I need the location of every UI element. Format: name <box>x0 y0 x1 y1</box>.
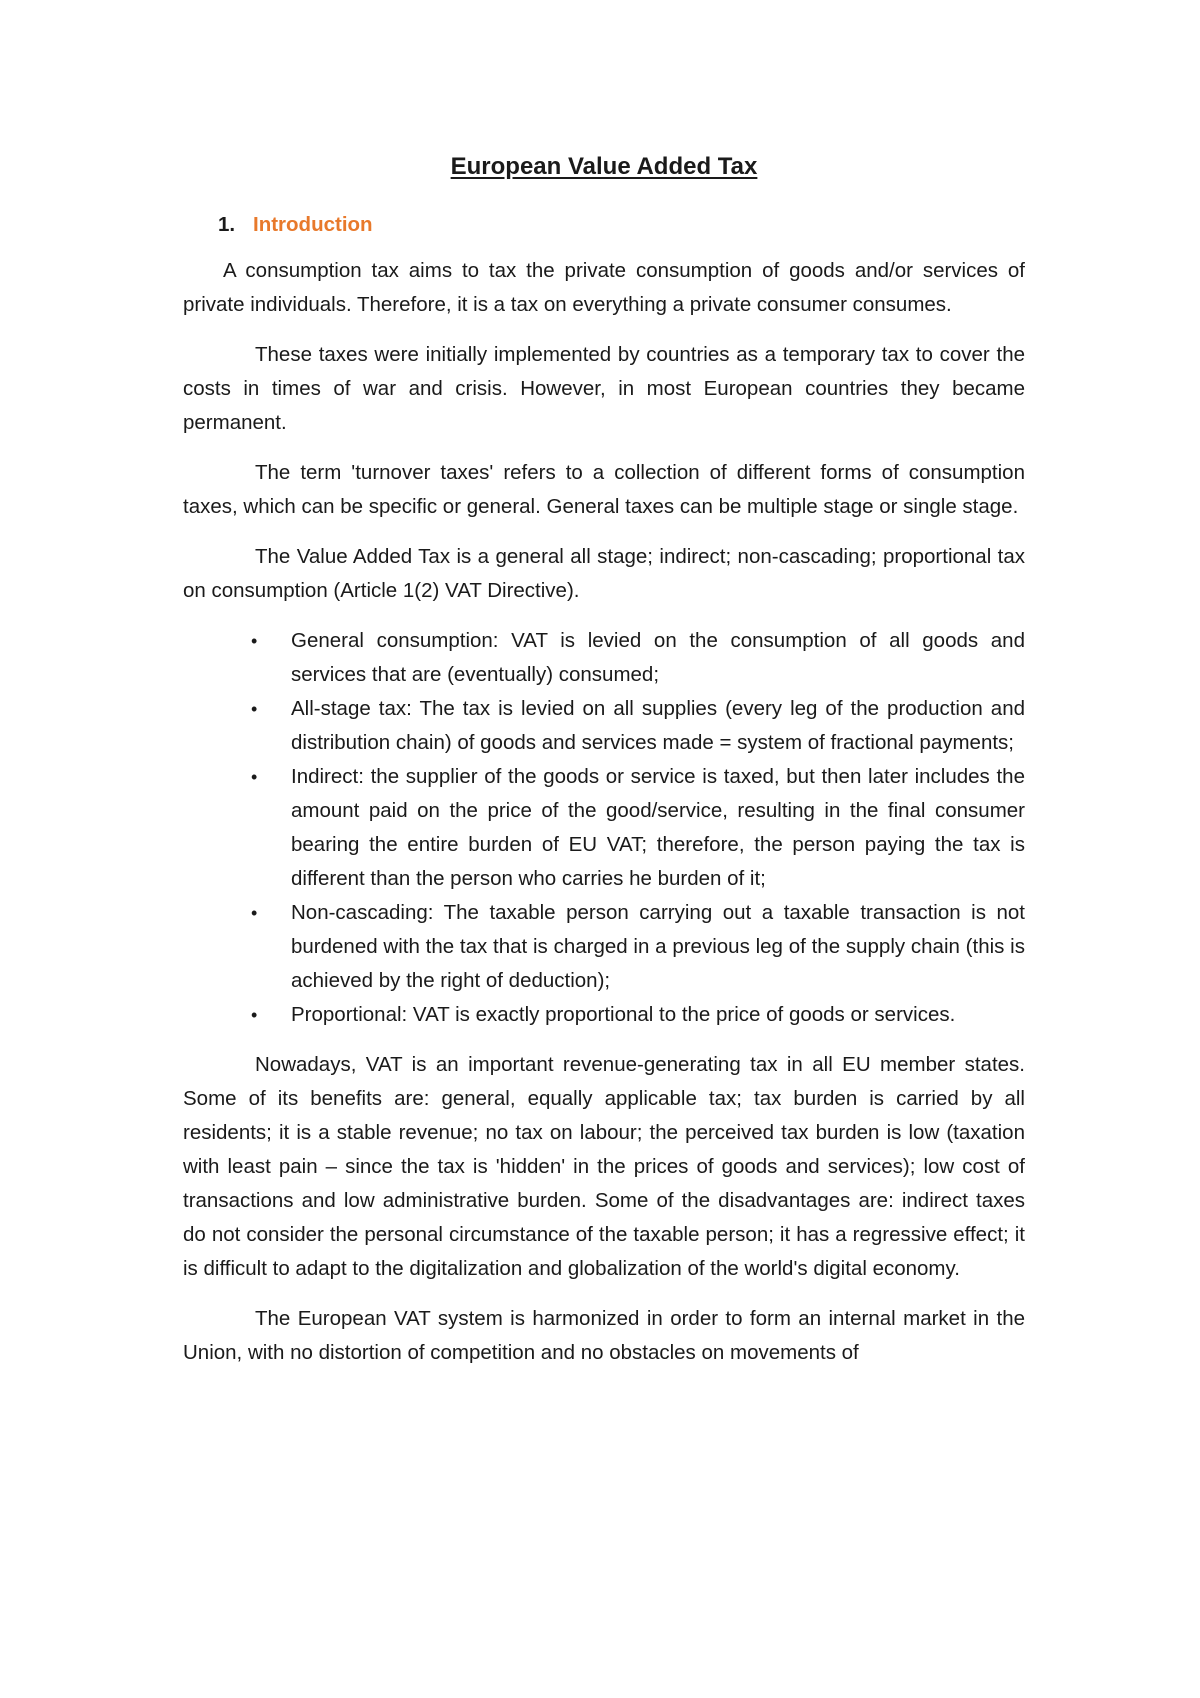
paragraph-turnover-taxes: The term 'turnover taxes' refers to a collection of different forms of consumption taxes, which can be specific or general. General taxes can be multiple stage or single stage. <box>183 461 1025 518</box>
bullet-dot: • <box>251 1005 258 1025</box>
bullet-text: All-stage tax: The tax is levied on all supplies (every leg of the production and distribution chain) of goods and services made = system of fractional payments; <box>291 697 1025 754</box>
bullet-dot: • <box>251 699 258 719</box>
bullet-text: Proportional: VAT is exactly proportional to the price of goods or services. <box>291 1003 956 1026</box>
paragraph-consumption-tax: A consumption tax aims to tax the private consumption of goods and/or services of private individuals. Therefore, it is a tax on everything a private consumer consumes. <box>183 259 1025 316</box>
list-item <box>251 760 1025 896</box>
paragraph-temporary-tax: These taxes were initially implemented by countries as a temporary tax to cover the costs in times of war and crisis. However, in most European countries they became permanent. <box>183 343 1025 434</box>
section-title: Introduction <box>253 213 373 236</box>
bullet-dot: • <box>251 767 258 787</box>
vat-characteristics-list <box>183 624 1025 1032</box>
list-item <box>251 624 1025 692</box>
section-number: 1. <box>218 213 236 236</box>
bullet-dot: • <box>251 903 258 923</box>
paragraph-benefits-disadvantages: Nowadays, VAT is an important revenue-generating tax in all EU member states. Some of its benefits are: general, equally applicable tax; tax burden is carried by all residents; it is a stable revenue; no tax on labour; the perceived tax burden is low (taxation with least pain – since the tax is 'hidden' in the prices of goods and services); low cost of transactions and low administrative burden. Some of the disadvantages are: indirect taxes do not consider the personal circumstance of the taxable person; it has a regressive effect; it is difficult to adapt to the digitalization and globalization of the world's digital economy. <box>183 1053 1025 1280</box>
bullet-text: General consumption: VAT is levied on the consumption of all goods and services that are (eventually) consumed; <box>291 629 1025 686</box>
list-item <box>251 896 1025 998</box>
paragraph-harmonization: The European VAT system is harmonized in order to form an internal market in the Union, with no distortion of competition and no obstacles on movements of <box>183 1307 1025 1364</box>
document-title: European Value Added Tax <box>450 153 758 180</box>
document-page <box>183 150 1025 1386</box>
paragraph-vat-definition: The Value Added Tax is a general all stage; indirect; non-cascading; proportional tax on consumption (Article 1(2) VAT Directive). <box>183 545 1025 602</box>
bullet-text: Non-cascading: The taxable person carrying out a taxable transaction is not burdened with the tax that is charged in a previous leg of the supply chain (this is achieved by the right of deduction); <box>291 901 1025 992</box>
list-item <box>251 692 1025 760</box>
bullet-text: Indirect: the supplier of the goods or service is taxed, but then later includes the amount paid on the price of the good/service, resulting in the final consumer bearing the entire burden of EU VAT; therefore, the person paying the tax is different than the person who carries he burden of it; <box>291 765 1025 890</box>
list-item <box>251 998 1025 1032</box>
section-heading <box>218 208 1025 242</box>
bullet-dot: • <box>251 631 258 651</box>
